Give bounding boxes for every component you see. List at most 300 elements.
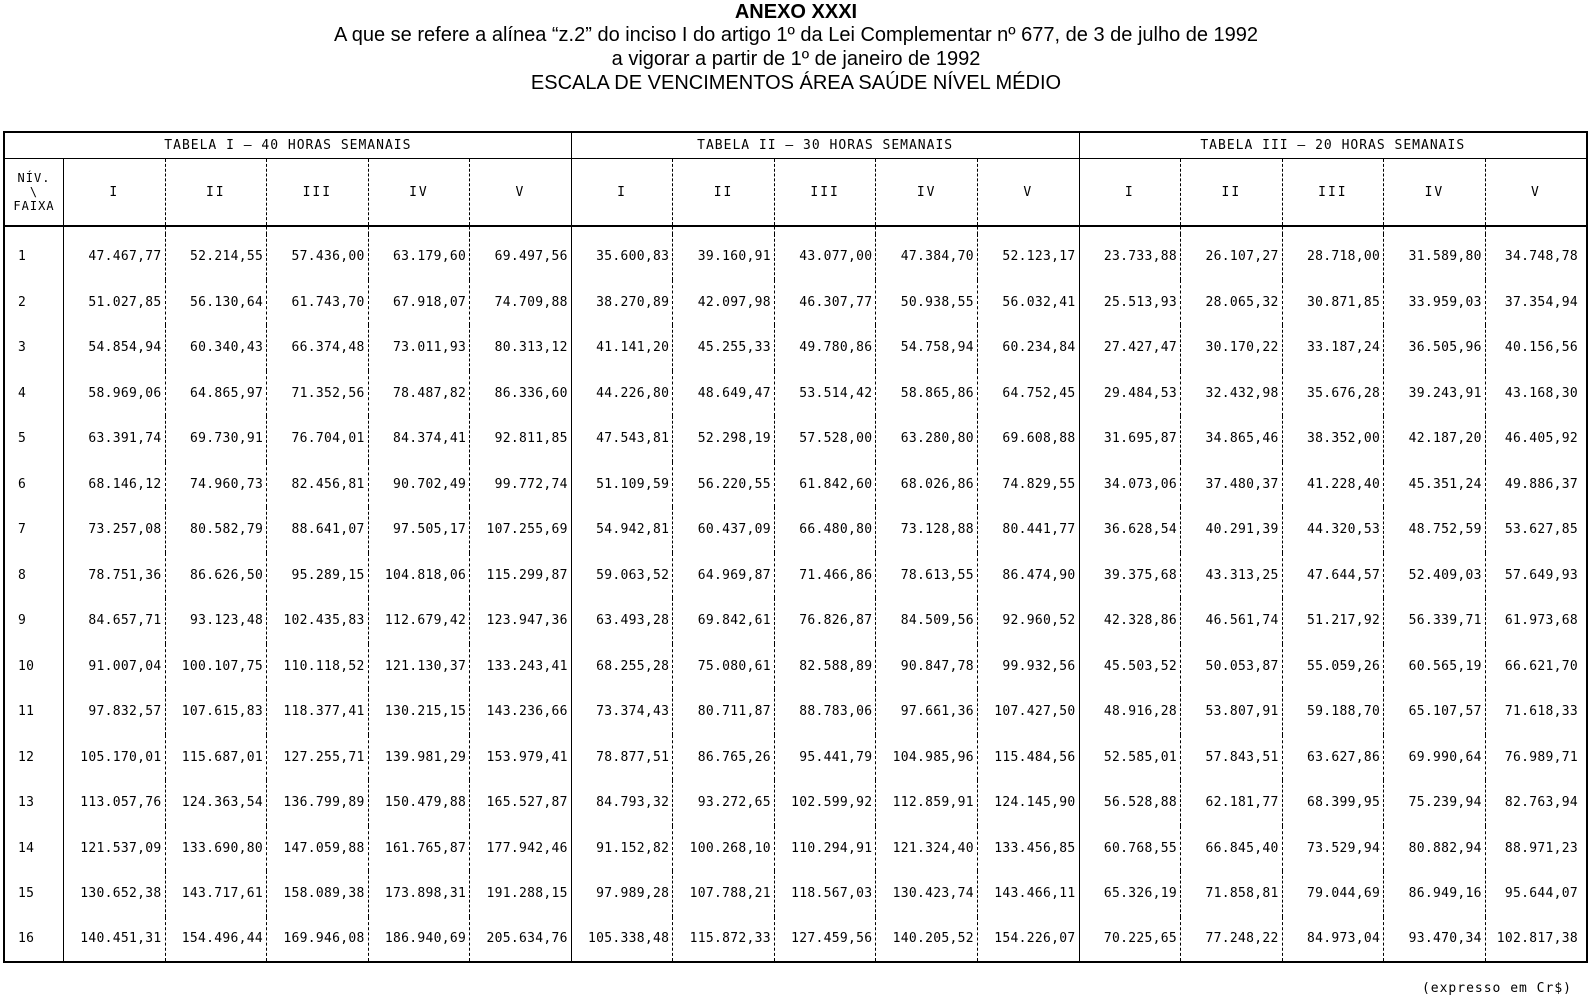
salary-cell: 102.599,92 — [774, 780, 876, 826]
salary-cell: 127.255,71 — [267, 735, 369, 781]
salary-cell: 53.514,42 — [774, 371, 876, 417]
faixa-cell: 10 — [4, 644, 63, 690]
salary-cell: 41.141,20 — [571, 325, 673, 371]
table-row — [4, 462, 1587, 508]
salary-cell: 51.217,92 — [1282, 598, 1384, 644]
salary-cell: 107.615,83 — [165, 689, 267, 735]
annex-title: ANEXO XXXI — [734, 1, 858, 23]
salary-cell: 186.940,69 — [368, 917, 470, 962]
salary-cell: 115.484,56 — [977, 735, 1079, 781]
salary-cell: 34.748,78 — [1504, 249, 1578, 265]
salary-cell: 154.496,44 — [165, 917, 267, 962]
salary-cell: 84.657,71 — [63, 598, 165, 644]
salary-cell: 42.328,86 — [1079, 598, 1181, 644]
salary-cell: 71.858,81 — [1181, 871, 1283, 917]
salary-cell: 95.441,79 — [774, 735, 876, 781]
salary-cell: 121.537,09 — [63, 826, 165, 872]
salary-cell: 68.255,28 — [571, 644, 673, 690]
salary-cell: 66.621,70 — [1504, 658, 1578, 674]
salary-cell: 110.294,91 — [774, 826, 876, 872]
salary-cell: 32.432,98 — [1181, 371, 1283, 417]
salary-cell: 153.979,41 — [470, 735, 572, 781]
salary-cell: 95.289,15 — [267, 553, 369, 599]
salary-cell: 52.409,03 — [1384, 553, 1486, 599]
level-header: V — [977, 159, 1079, 227]
salary-cell: 46.561,74 — [1181, 598, 1283, 644]
salary-cell: 28.718,00 — [1282, 234, 1384, 280]
level-header: I — [571, 159, 673, 227]
salary-cell: 30.871,85 — [1282, 280, 1384, 326]
table-row — [4, 644, 1587, 690]
faixa-cell: 11 — [4, 689, 63, 735]
salary-cell: 112.859,91 — [876, 780, 978, 826]
salary-cell: 147.059,88 — [267, 826, 369, 872]
salary-cell: 104.818,06 — [368, 553, 470, 599]
salary-cell: 47.384,70 — [876, 234, 978, 280]
salary-cell: 45.503,52 — [1079, 644, 1181, 690]
salary-cell: 161.765,87 — [368, 826, 470, 872]
salary-cell: 51.027,85 — [63, 280, 165, 326]
salary-cell: 77.248,22 — [1181, 917, 1283, 962]
level-header: II — [1181, 159, 1283, 227]
salary-cell: 92.960,52 — [977, 598, 1079, 644]
faixa-cell: 9 — [4, 598, 63, 644]
salary-cell: 88.641,07 — [267, 507, 369, 553]
salary-cell: 36.628,54 — [1079, 507, 1181, 553]
salary-cell: 136.799,89 — [267, 780, 369, 826]
salary-cell: 88.783,06 — [774, 689, 876, 735]
salary-cell: 28.065,32 — [1181, 280, 1283, 326]
faixa-cell: 16 — [4, 917, 63, 962]
faixa-header: NÍV. \ FAIXA — [4, 159, 63, 227]
table-body — [4, 234, 1587, 962]
salary-cell: 73.374,43 — [571, 689, 673, 735]
salary-cell: 80.313,12 — [470, 325, 572, 371]
salary-cell: 52.585,01 — [1079, 735, 1181, 781]
salary-cell: 173.898,31 — [368, 871, 470, 917]
salary-cell: 107.427,50 — [977, 689, 1079, 735]
scale-title: ESCALA DE VENCIMENTOS ÁREA SAÚDE NÍVEL MÉDIO — [530, 72, 1062, 94]
salary-cell: 56.528,88 — [1079, 780, 1181, 826]
spacer-cell — [1079, 226, 1181, 234]
salary-cell: 46.405,92 — [1504, 431, 1578, 447]
faixa-cell: 1 — [4, 234, 63, 280]
salary-cell: 74.829,55 — [977, 462, 1079, 508]
salary-cell: 63.391,74 — [63, 416, 165, 462]
salary-cell: 169.946,08 — [267, 917, 369, 962]
salary-cell: 69.730,91 — [165, 416, 267, 462]
salary-cell: 93.470,34 — [1384, 917, 1486, 962]
salary-cell: 34.073,06 — [1079, 462, 1181, 508]
salary-cell: 88.971,23 — [1504, 840, 1578, 856]
salary-cell: 143.466,11 — [977, 871, 1079, 917]
faixa-cell: 15 — [4, 871, 63, 917]
salary-cell: 63.179,60 — [368, 234, 470, 280]
salary-cell: 48.752,59 — [1384, 507, 1486, 553]
salary-cell: 56.220,55 — [673, 462, 775, 508]
salary-cell: 53.627,85 — [1504, 522, 1578, 538]
salary-cell: 80.882,94 — [1384, 826, 1486, 872]
table-row — [4, 507, 1587, 553]
faixa-cell: 13 — [4, 780, 63, 826]
salary-cell: 67.918,07 — [368, 280, 470, 326]
salary-cell: 43.313,25 — [1181, 553, 1283, 599]
salary-cell: 52.298,19 — [673, 416, 775, 462]
salary-cell: 91.152,82 — [571, 826, 673, 872]
faixa-cell: 14 — [4, 826, 63, 872]
salary-cell: 82.763,94 — [1504, 795, 1578, 811]
salary-cell: 110.118,52 — [267, 644, 369, 690]
salary-cell: 205.634,76 — [470, 917, 572, 962]
salary-cell: 35.676,28 — [1282, 371, 1384, 417]
salary-cell: 54.942,81 — [571, 507, 673, 553]
salary-cell: 61.842,60 — [774, 462, 876, 508]
faixa-cell: 4 — [4, 371, 63, 417]
spacer-cell — [571, 226, 673, 234]
salary-cell: 38.352,00 — [1282, 416, 1384, 462]
salary-cell: 38.270,89 — [571, 280, 673, 326]
salary-cell: 69.497,56 — [470, 234, 572, 280]
salary-cell: 59.063,52 — [571, 553, 673, 599]
table-row — [4, 689, 1587, 735]
salary-cell: 36.505,96 — [1384, 325, 1486, 371]
level-header: I — [1079, 159, 1181, 227]
table-row — [4, 553, 1587, 599]
salary-cell: 75.080,61 — [673, 644, 775, 690]
salary-cell: 70.225,65 — [1079, 917, 1181, 962]
salary-cell: 84.973,04 — [1282, 917, 1384, 962]
salary-cell: 37.480,37 — [1181, 462, 1283, 508]
salary-cell: 84.793,32 — [571, 780, 673, 826]
table-ii-header: TABELA II – 30 HORAS SEMANAIS — [571, 132, 1079, 159]
salary-cell: 115.687,01 — [165, 735, 267, 781]
salary-cell: 80.582,79 — [165, 507, 267, 553]
salary-cell: 133.690,80 — [165, 826, 267, 872]
salary-cell: 121.324,40 — [876, 826, 978, 872]
salary-cell: 64.969,87 — [673, 553, 775, 599]
salary-cell: 69.990,64 — [1384, 735, 1486, 781]
spacer-cell — [1282, 226, 1384, 234]
salary-cell: 48.649,47 — [673, 371, 775, 417]
salary-cell: 33.187,24 — [1282, 325, 1384, 371]
salary-cell: 52.214,55 — [165, 234, 267, 280]
salary-cell: 59.188,70 — [1282, 689, 1384, 735]
salary-cell: 26.107,27 — [1181, 234, 1283, 280]
table-row — [4, 735, 1587, 781]
salary-cell: 191.288,15 — [470, 871, 572, 917]
salary-cell: 102.817,38 — [1496, 931, 1578, 946]
salary-cell: 115.299,87 — [470, 553, 572, 599]
level-header: II — [673, 159, 775, 227]
salary-cell: 76.704,01 — [267, 416, 369, 462]
salary-cell: 50.938,55 — [876, 280, 978, 326]
salary-cell: 68.026,86 — [876, 462, 978, 508]
salary-cell: 45.351,24 — [1384, 462, 1486, 508]
salary-cell: 55.059,26 — [1282, 644, 1384, 690]
spacer-cell — [1485, 226, 1587, 234]
currency-footnote: (expresso em Cr$) — [1421, 981, 1572, 996]
salary-cell: 57.528,00 — [774, 416, 876, 462]
salary-cell: 130.423,74 — [876, 871, 978, 917]
document-header — [0, 0, 1592, 95]
salary-cell: 143.236,66 — [470, 689, 572, 735]
salary-cell: 61.973,68 — [1504, 613, 1578, 629]
salary-cell: 48.916,28 — [1079, 689, 1181, 735]
table-row — [4, 826, 1587, 872]
salary-cell: 105.170,01 — [63, 735, 165, 781]
salary-cell: 139.981,29 — [368, 735, 470, 781]
salary-cell: 45.255,33 — [673, 325, 775, 371]
level-header: III — [267, 159, 369, 227]
salary-cell: 69.842,61 — [673, 598, 775, 644]
salary-cell: 84.374,41 — [368, 416, 470, 462]
salary-cell: 74.709,88 — [470, 280, 572, 326]
salary-cell: 41.228,40 — [1282, 462, 1384, 508]
salary-cell: 76.989,71 — [1504, 749, 1578, 765]
salary-scale-table — [3, 131, 1588, 963]
salary-cell: 31.589,80 — [1384, 234, 1486, 280]
salary-cell: 140.205,52 — [876, 917, 978, 962]
salary-cell: 51.109,59 — [571, 462, 673, 508]
salary-cell: 63.627,86 — [1282, 735, 1384, 781]
salary-cell: 54.758,94 — [876, 325, 978, 371]
salary-cell: 74.960,73 — [165, 462, 267, 508]
salary-cell: 140.451,31 — [63, 917, 165, 962]
spacer-cell — [470, 226, 572, 234]
salary-cell: 61.743,70 — [267, 280, 369, 326]
salary-cell: 49.780,86 — [774, 325, 876, 371]
salary-cell: 115.872,33 — [673, 917, 775, 962]
salary-cell: 91.007,04 — [63, 644, 165, 690]
level-header: I — [63, 159, 165, 227]
salary-cell: 60.768,55 — [1079, 826, 1181, 872]
salary-cell: 97.661,36 — [876, 689, 978, 735]
salary-cell: 73.128,88 — [876, 507, 978, 553]
salary-cell: 118.567,03 — [774, 871, 876, 917]
level-header: III — [774, 159, 876, 227]
salary-cell: 68.399,95 — [1282, 780, 1384, 826]
salary-cell: 143.717,61 — [165, 871, 267, 917]
salary-cell: 73.011,93 — [368, 325, 470, 371]
salary-cell: 27.427,47 — [1079, 325, 1181, 371]
salary-cell: 49.886,37 — [1504, 476, 1578, 492]
salary-cell: 93.123,48 — [165, 598, 267, 644]
salary-cell: 177.942,46 — [470, 826, 572, 872]
salary-cell: 86.626,50 — [165, 553, 267, 599]
salary-cell: 46.307,77 — [774, 280, 876, 326]
salary-cell: 52.123,17 — [977, 234, 1079, 280]
salary-cell: 80.441,77 — [977, 507, 1079, 553]
salary-cell: 37.354,94 — [1504, 294, 1578, 310]
salary-cell: 133.456,85 — [977, 826, 1079, 872]
salary-cell: 40.156,56 — [1504, 340, 1578, 356]
salary-cell: 34.865,46 — [1181, 416, 1283, 462]
salary-cell: 63.493,28 — [571, 598, 673, 644]
salary-cell: 39.160,91 — [673, 234, 775, 280]
table-row — [4, 371, 1587, 417]
salary-cell: 60.565,19 — [1384, 644, 1486, 690]
salary-cell: 127.459,56 — [774, 917, 876, 962]
salary-cell: 121.130,37 — [368, 644, 470, 690]
salary-cell: 107.255,69 — [470, 507, 572, 553]
salary-cell: 71.352,56 — [267, 371, 369, 417]
salary-cell: 78.877,51 — [571, 735, 673, 781]
salary-cell: 100.107,75 — [165, 644, 267, 690]
salary-cell: 29.484,53 — [1079, 371, 1181, 417]
salary-cell: 112.679,42 — [368, 598, 470, 644]
salary-cell: 31.695,87 — [1079, 416, 1181, 462]
faixa-cell: 12 — [4, 735, 63, 781]
salary-cell: 113.057,76 — [63, 780, 165, 826]
salary-cell: 86.949,16 — [1384, 871, 1486, 917]
salary-cell: 58.969,06 — [63, 371, 165, 417]
salary-cell: 44.320,53 — [1282, 507, 1384, 553]
salary-cell: 99.932,56 — [977, 644, 1079, 690]
salary-cell: 60.437,09 — [673, 507, 775, 553]
spacer-cell — [1181, 226, 1283, 234]
salary-cell: 42.187,20 — [1384, 416, 1486, 462]
faixa-cell: 5 — [4, 416, 63, 462]
salary-cell: 118.377,41 — [267, 689, 369, 735]
salary-cell: 62.181,77 — [1181, 780, 1283, 826]
salary-cell: 66.480,80 — [774, 507, 876, 553]
salary-cell: 99.772,74 — [470, 462, 572, 508]
salary-cell: 60.234,84 — [977, 325, 1079, 371]
salary-cell: 165.527,87 — [470, 780, 572, 826]
salary-cell: 78.613,55 — [876, 553, 978, 599]
salary-cell: 65.107,57 — [1384, 689, 1486, 735]
effective-date: a vigorar a partir de 1º de janeiro de 1992 — [611, 48, 981, 70]
salary-cell: 95.644,07 — [1504, 886, 1578, 902]
salary-cell: 86.474,90 — [977, 553, 1079, 599]
salary-cell: 69.608,88 — [977, 416, 1079, 462]
level-header: V — [470, 159, 572, 227]
salary-cell: 35.600,83 — [571, 234, 673, 280]
table-row — [4, 598, 1587, 644]
salary-cell: 93.272,65 — [673, 780, 775, 826]
salary-cell: 97.505,17 — [368, 507, 470, 553]
salary-cell: 100.268,10 — [673, 826, 775, 872]
spacer-cell — [4, 226, 63, 234]
salary-cell: 124.145,90 — [977, 780, 1079, 826]
faixa-cell: 2 — [4, 280, 63, 326]
salary-cell: 44.226,80 — [571, 371, 673, 417]
table-row — [4, 280, 1587, 326]
salary-cell: 82.456,81 — [267, 462, 369, 508]
salary-cell: 158.089,38 — [267, 871, 369, 917]
spacer-cell — [368, 226, 470, 234]
salary-cell: 78.751,36 — [63, 553, 165, 599]
level-header: IV — [876, 159, 978, 227]
table-row — [4, 871, 1587, 917]
faixa-cell: 3 — [4, 325, 63, 371]
salary-cell: 56.130,64 — [165, 280, 267, 326]
table-iii-header: TABELA III – 20 HORAS SEMANAIS — [1079, 132, 1587, 159]
spacer-row — [4, 226, 1587, 234]
spacer-cell — [63, 226, 165, 234]
faixa-cell: 8 — [4, 553, 63, 599]
spacer-cell — [267, 226, 369, 234]
salary-cell: 124.363,54 — [165, 780, 267, 826]
salary-cell: 97.989,28 — [571, 871, 673, 917]
spacer-cell — [774, 226, 876, 234]
salary-cell: 84.509,56 — [876, 598, 978, 644]
table-row — [4, 234, 1587, 280]
salary-cell: 78.487,82 — [368, 371, 470, 417]
level-header: II — [165, 159, 267, 227]
salary-cell: 133.243,41 — [470, 644, 572, 690]
salary-cell: 60.340,43 — [165, 325, 267, 371]
salary-cell: 86.336,60 — [470, 371, 572, 417]
salary-cell: 47.644,57 — [1282, 553, 1384, 599]
salary-cell: 39.243,91 — [1384, 371, 1486, 417]
salary-cell: 75.239,94 — [1384, 780, 1486, 826]
legal-reference: A que se refere a alínea “z.2” do inciso I do artigo 1º da Lei Complementar nº 677, de 3 de julho de 1992 — [333, 24, 1259, 46]
salary-cell: 57.649,93 — [1504, 567, 1578, 583]
faixa-cell: 7 — [4, 507, 63, 553]
salary-cell: 63.280,80 — [876, 416, 978, 462]
salary-cell: 71.466,86 — [774, 553, 876, 599]
salary-cell: 25.513,93 — [1079, 280, 1181, 326]
salary-cell: 104.985,96 — [876, 735, 978, 781]
salary-cell: 23.733,88 — [1079, 234, 1181, 280]
salary-cell: 97.832,57 — [63, 689, 165, 735]
salary-cell: 33.959,03 — [1384, 280, 1486, 326]
salary-cell: 150.479,88 — [368, 780, 470, 826]
salary-cell: 105.338,48 — [571, 917, 673, 962]
salary-cell: 43.168,30 — [1504, 385, 1578, 401]
salary-cell: 57.436,00 — [267, 234, 369, 280]
salary-cell: 39.375,68 — [1079, 553, 1181, 599]
salary-cell: 76.826,87 — [774, 598, 876, 644]
salary-cell: 56.032,41 — [977, 280, 1079, 326]
spacer-cell — [673, 226, 775, 234]
salary-cell: 64.752,45 — [977, 371, 1079, 417]
salary-cell: 47.467,77 — [63, 234, 165, 280]
salary-cell: 66.845,40 — [1181, 826, 1283, 872]
salary-cell: 64.865,97 — [165, 371, 267, 417]
salary-cell: 79.044,69 — [1282, 871, 1384, 917]
salary-cell: 92.811,85 — [470, 416, 572, 462]
salary-cell: 68.146,12 — [63, 462, 165, 508]
level-header: IV — [1384, 159, 1486, 227]
table-group-header-row — [4, 132, 1587, 159]
salary-cell: 56.339,71 — [1384, 598, 1486, 644]
salary-cell: 86.765,26 — [673, 735, 775, 781]
level-header: IV — [368, 159, 470, 227]
spacer-cell — [876, 226, 978, 234]
salary-cell: 80.711,87 — [673, 689, 775, 735]
salary-cell: 58.865,86 — [876, 371, 978, 417]
spacer-cell — [977, 226, 1079, 234]
salary-cell: 40.291,39 — [1181, 507, 1283, 553]
salary-cell: 50.053,87 — [1181, 644, 1283, 690]
salary-cell: 66.374,48 — [267, 325, 369, 371]
salary-cell: 107.788,21 — [673, 871, 775, 917]
salary-cell: 73.257,08 — [63, 507, 165, 553]
salary-cell: 90.847,78 — [876, 644, 978, 690]
salary-cell: 130.215,15 — [368, 689, 470, 735]
level-header: V — [1485, 159, 1587, 227]
table-row — [4, 780, 1587, 826]
salary-cell: 30.170,22 — [1181, 325, 1283, 371]
salary-cell: 54.854,94 — [63, 325, 165, 371]
table-row — [4, 325, 1587, 371]
faixa-cell: 6 — [4, 462, 63, 508]
salary-cell: 71.618,33 — [1504, 704, 1578, 720]
salary-cell: 90.702,49 — [368, 462, 470, 508]
salary-cell: 53.807,91 — [1181, 689, 1283, 735]
